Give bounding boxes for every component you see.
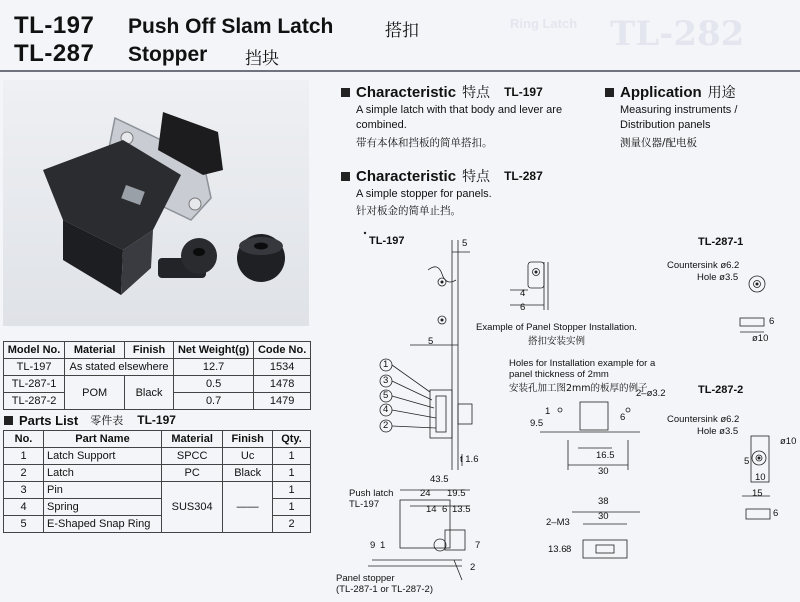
holes-install-text: Holes for Installation example for a panel thickness of 2mm 安装孔加工图2mm的板厚的例子 bbox=[509, 358, 656, 394]
product-name-1: Push Off Slam Latch bbox=[128, 15, 334, 38]
two-m3-label: 2–M3 bbox=[546, 517, 570, 528]
col-finish: Finish bbox=[125, 342, 174, 359]
characteristic-heading-1: Characteristic 特点 TL-197 bbox=[341, 82, 543, 102]
parts-table: No. Part Name Material Finish Qty. 1 Latch Support SPCC Uc 1 2 Latch PC Black 1 3 Pin SUS304 —— 1 4 Spring 1 5 E-Shaped Snap Ring 2 bbox=[3, 430, 311, 533]
dim-label: 30 bbox=[598, 466, 609, 477]
dim-label: 4 bbox=[520, 288, 526, 299]
hole-label-2: Hole ø3.5 bbox=[697, 426, 739, 437]
product-name-cn-1: 搭扣 bbox=[385, 21, 419, 41]
dim-label: 1 bbox=[380, 540, 386, 551]
dim-label: 5 bbox=[428, 336, 434, 347]
dim-label: ø10 bbox=[780, 436, 797, 447]
dim-label: 16.5 bbox=[596, 450, 615, 461]
dim-label: 6 bbox=[769, 316, 775, 327]
dim-label: 24 bbox=[420, 488, 431, 499]
callout-3: 3 bbox=[383, 375, 389, 386]
dim-label: 9.5 bbox=[530, 418, 544, 429]
table-row: TL-287-1 POM Black 0.5 1478 bbox=[4, 376, 311, 393]
push-latch-label: Push latch TL-197 bbox=[349, 488, 394, 510]
table-row: 3 Pin SUS304 —— 1 bbox=[4, 482, 311, 499]
dim-label: 30 bbox=[598, 511, 609, 522]
application-text: Measuring instruments / Distribution panels 测量仪器/配电板 bbox=[620, 104, 738, 149]
drawing-label-tl2871: TL-287-1 bbox=[698, 236, 744, 248]
countersink-label-2: Countersink ø6.2 bbox=[667, 414, 740, 425]
dim-label: 43.5 bbox=[430, 474, 449, 485]
characteristic-text-1: A simple latch with that body and lever are combined. 带有本体和挡板的简单搭扣。 bbox=[356, 104, 563, 149]
callout-1: 1 bbox=[383, 359, 389, 370]
table-row: TL-197 As stated elsewhere 12.7 1534 bbox=[4, 359, 311, 376]
characteristic-heading-2: Characteristic 特点 TL-287 bbox=[341, 166, 543, 186]
two-holes-label: 2–ø3.2 bbox=[636, 388, 666, 399]
dim-label: 6 bbox=[620, 412, 626, 423]
callout-4: 4 bbox=[383, 404, 389, 415]
parts-list-heading: Parts List 零件表 TL-197 bbox=[4, 412, 176, 428]
drawing-label-tl2872: TL-287-2 bbox=[698, 384, 744, 396]
callout-2: 2 bbox=[383, 420, 389, 431]
product-code-1: TL-197 bbox=[14, 12, 95, 39]
dim-label: 1 bbox=[545, 406, 551, 417]
dim-label: 5 bbox=[744, 456, 750, 467]
table-row: 4 Spring 1 bbox=[4, 499, 311, 516]
table-row: TL-287-2 0.7 1479 bbox=[4, 393, 311, 410]
countersink-label-1: Countersink ø6.2 bbox=[667, 260, 740, 271]
table-row: 5 E-Shaped Snap Ring 2 bbox=[4, 516, 311, 533]
product-name-cn-2: 挡块 bbox=[245, 49, 279, 69]
col-weight: Net Weight(g) bbox=[173, 342, 253, 359]
dim-label: 19.5 bbox=[447, 488, 466, 499]
col-code: Code No. bbox=[254, 342, 311, 359]
ghost-subtitle: Ring Latch bbox=[510, 16, 578, 31]
col-model: Model No. bbox=[4, 342, 65, 359]
dim-label: 6 bbox=[520, 302, 526, 313]
dim-label: 38 bbox=[598, 496, 609, 507]
hole-label-1: Hole ø3.5 bbox=[697, 272, 739, 283]
example-install-text: Example of Panel Stopper Installation. 搭扣安装实例 bbox=[476, 322, 638, 347]
product-code-2: TL-287 bbox=[14, 40, 95, 67]
drawing-label-tl197: TL-197 bbox=[369, 235, 405, 247]
dim-label: 9 bbox=[370, 540, 376, 551]
dim-label: 10 bbox=[755, 472, 766, 483]
dim-label: 8 bbox=[566, 544, 572, 555]
table-row: 2 Latch PC Black 1 bbox=[4, 465, 311, 482]
dim-label: 14 bbox=[426, 504, 437, 515]
ghost-title: TL-282 bbox=[610, 14, 745, 54]
application-heading: Application 用途 bbox=[605, 82, 736, 102]
dim-label: 7 bbox=[475, 540, 481, 551]
dim-label: 13.5 bbox=[452, 504, 471, 515]
dim-label: 13.6 bbox=[548, 544, 567, 555]
dim-label: 2 bbox=[470, 562, 476, 573]
dim-label: 6 bbox=[773, 508, 779, 519]
dim-label: 15 bbox=[752, 488, 763, 499]
table-row: 1 Latch Support SPCC Uc 1 bbox=[4, 448, 311, 465]
dim-label: 5 bbox=[462, 238, 468, 249]
dim-label: 6 bbox=[442, 504, 448, 515]
callout-5: 5 bbox=[383, 390, 389, 401]
dim-label: ø10 bbox=[752, 333, 769, 344]
col-material: Material bbox=[65, 342, 125, 359]
dim-label: t 1.6 bbox=[460, 454, 479, 465]
panel-stopper-label: Panel stopper (TL-287-1 or TL-287-2) bbox=[336, 573, 433, 595]
product-name-2: Stopper bbox=[128, 43, 208, 66]
characteristic-text-2: A simple stopper for panels. 针对板金的简单止挡。 bbox=[356, 188, 492, 217]
